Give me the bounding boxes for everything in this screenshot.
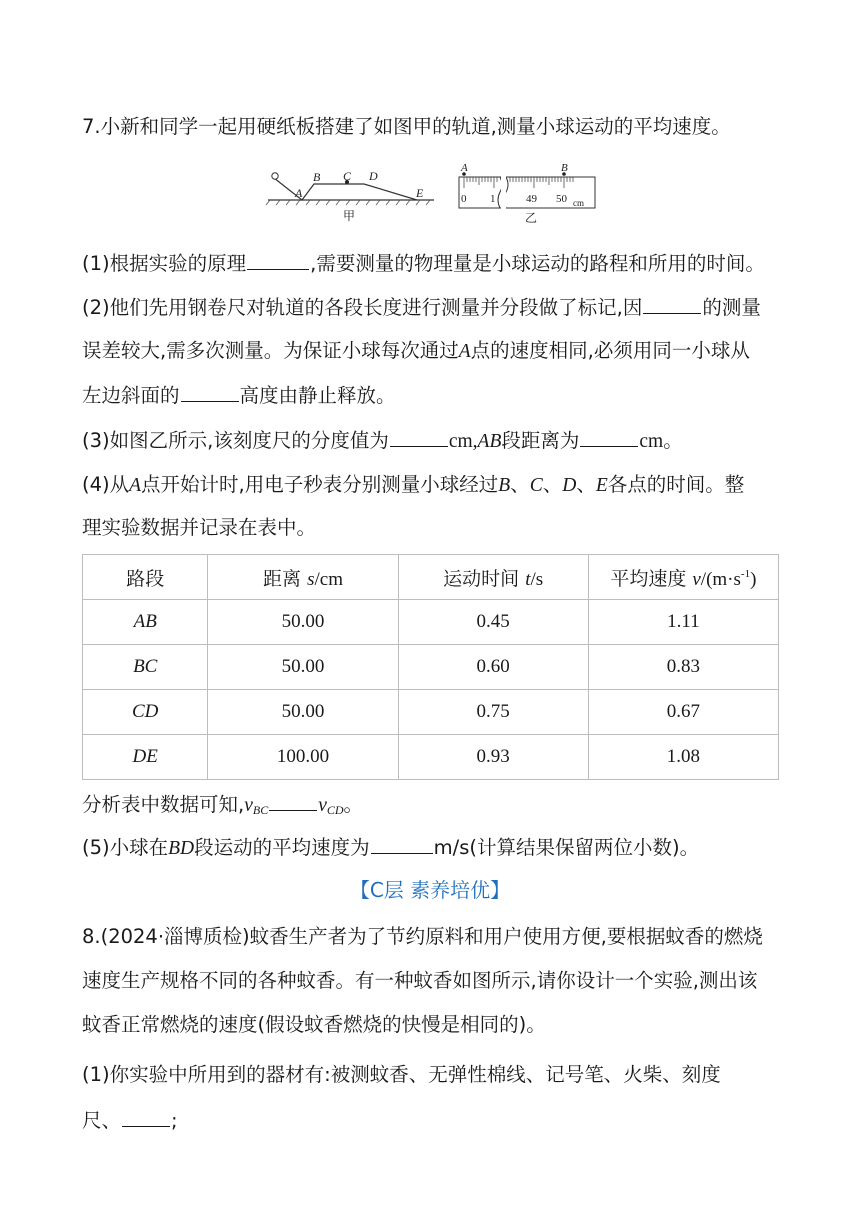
table-row (83, 600, 779, 645)
ruler-label-b: B (561, 162, 568, 174)
table-row (83, 735, 779, 780)
header-distance-unit: /cm (314, 568, 343, 590)
answer-blank[interactable] (122, 1106, 170, 1127)
var-a: A (129, 475, 142, 496)
q7-part4-b: 理实验数据并记录在表中。 (82, 516, 317, 539)
cell-time: 0.75 (398, 690, 588, 735)
q7-analysis-post: 。 (343, 793, 364, 816)
cell-speed: 0.83 (588, 645, 778, 690)
q8-part1-line2 (82, 1106, 782, 1135)
q7-part5 (82, 833, 782, 863)
data-table (82, 554, 779, 780)
subscript-cd: CD (326, 803, 344, 817)
q8-stem-text-3: 蚊香正常燃烧的速度(假设蚊香燃烧的快慢是相同的)。 (82, 1013, 546, 1036)
q7-part1 (82, 249, 782, 278)
q7-stem (82, 113, 782, 141)
track-diagram (266, 169, 434, 223)
header-distance-var: s (307, 568, 315, 590)
ruler-num-1: 1 (490, 193, 496, 205)
header-time-label: 运动时间 (443, 567, 526, 590)
ruler-diagram (459, 162, 595, 225)
var-e: E (595, 475, 608, 496)
q7-part2-line3 (82, 381, 782, 410)
q7-part5-post: m/s(计算结果保留两位小数)。 (433, 836, 700, 859)
header-distance (208, 555, 398, 600)
header-distance-label: 距离 (263, 567, 308, 590)
q7-part2-line1 (82, 293, 782, 322)
q8-part1-line1 (82, 1061, 782, 1089)
subscript-bc: BC (252, 803, 269, 817)
header-time-var: t (525, 568, 531, 590)
cell-distance: 100.00 (208, 735, 398, 780)
q7-part3-pre: (3)如图乙所示,该刻度尺的分度值为 (82, 429, 389, 452)
header-time-unit: /s (530, 568, 544, 590)
q7-part3-mid2: 段距离为 (501, 429, 580, 452)
caption-jia: 甲 (343, 209, 356, 223)
q8-part1-pre: 尺、 (82, 1109, 122, 1132)
table-row (83, 690, 779, 735)
q8-stem-text-1: 8.(2024·淄博质检)蚊香生产者为了节约原料和用户使用方便,要根据蚊香的燃烧 (82, 925, 763, 948)
q8-stem-line3 (82, 1011, 782, 1039)
cell-speed: 1.11 (588, 600, 778, 645)
header-speed-sup: -1 (740, 567, 751, 580)
q7-part2-b-post: 点的速度相同,必须用同一小球从 (470, 339, 750, 362)
answer-blank[interactable] (247, 249, 309, 270)
ruler-num-0: 0 (461, 193, 467, 205)
q7-part3-mid1: cm, (448, 431, 478, 452)
track-label-c: C (343, 169, 352, 183)
q7-part2-b-pre: 误差较大,需多次测量。为保证小球每次通过 (82, 339, 459, 362)
q8-part1-post: ; (171, 1109, 178, 1132)
var-v: v (244, 795, 253, 816)
header-speed-label: 平均速度 (610, 567, 693, 590)
track-label-b: B (313, 170, 321, 184)
answer-blank[interactable] (371, 833, 433, 854)
q7-part5-mid: 段运动的平均速度为 (194, 836, 370, 859)
section-title: 【C层 素养培优】 (349, 878, 511, 902)
q7-part2-line2 (82, 337, 782, 366)
header-speed-var: v (692, 568, 701, 590)
separator: 、 (542, 473, 563, 496)
cell-distance: 50.00 (208, 600, 398, 645)
q7-part2-a-pre: (2)他们先用钢卷尺对轨道的各段长度进行测量并分段做了标记,因 (82, 296, 643, 319)
q7-part4-a-pre: (4)从 (82, 473, 130, 496)
q7-part4-line1 (82, 471, 782, 500)
header-speed-close: ) (750, 568, 757, 590)
q8-stem-line1 (82, 923, 782, 951)
answer-blank[interactable] (643, 293, 701, 314)
var-b: B (498, 475, 511, 496)
var-d: D (562, 475, 577, 496)
cell-speed: 0.67 (588, 690, 778, 735)
q7-part3 (82, 426, 782, 456)
table-header-row (83, 555, 779, 600)
var-a: A (458, 341, 471, 362)
q7-part4-a-mid: 点开始计时,用电子秒表分别测量小球经过 (141, 473, 499, 496)
cell-segment: BC (83, 645, 208, 690)
q7-figure (262, 160, 602, 226)
header-time (398, 555, 588, 600)
answer-blank[interactable] (390, 426, 448, 447)
cell-time: 0.93 (398, 735, 588, 780)
separator: 、 (576, 473, 596, 496)
var-v: v (318, 795, 327, 816)
cell-distance: 50.00 (208, 690, 398, 735)
answer-blank[interactable] (269, 790, 317, 811)
cell-time: 0.45 (398, 600, 588, 645)
header-speed-unit: /(m·s (700, 568, 741, 590)
ruler-label-a: A (461, 162, 468, 174)
q7-analysis (82, 790, 782, 824)
track-label-e: E (416, 186, 424, 200)
ruler-num-49: 49 (526, 193, 537, 205)
var-ab: AB (477, 431, 502, 452)
q7-part1-pre: (1)根据实验的原理 (82, 252, 247, 275)
separator: 、 (510, 473, 530, 496)
var-c: C (529, 475, 543, 496)
q8-stem-text-2: 速度生产规格不同的各种蚊香。有一种蚊香如图所示,请你设计一个实验,测出该 (82, 969, 758, 992)
q7-part1-post: ,需要测量的物理量是小球运动的路程和所用的时间。 (310, 252, 765, 275)
q7-stem-text: 7.小新和同学一起用硬纸板搭建了如图甲的轨道,测量小球运动的平均速度。 (82, 115, 731, 138)
q7-part5-pre: (5)小球在 (82, 836, 169, 859)
cell-speed: 1.08 (588, 735, 778, 780)
cell-segment: CD (83, 690, 208, 735)
q8-part1-text: (1)你实验中所用到的器材有:被测蚊香、无弹性棉线、记号笔、火柴、刻度 (82, 1063, 721, 1086)
q7-part4-a-post: 各点的时间。整 (607, 473, 745, 496)
q7-part2-a-post: 的测量 (702, 296, 761, 319)
header-segment: 路段 (83, 555, 208, 600)
ruler-num-50: 50 (556, 193, 567, 205)
cell-segment: AB (83, 600, 208, 645)
ruler-unit: cm (573, 198, 584, 208)
q8-stem-line2 (82, 967, 782, 995)
cell-segment: DE (83, 735, 208, 780)
cell-time: 0.60 (398, 645, 588, 690)
table-row (83, 645, 779, 690)
cell-distance: 50.00 (208, 645, 398, 690)
track-label-d: D (369, 169, 378, 183)
q7-analysis-pre: 分析表中数据可知, (82, 793, 245, 816)
answer-blank[interactable] (580, 426, 638, 447)
q7-part2-c-pre: 左边斜面的 (82, 384, 180, 407)
answer-blank[interactable] (181, 381, 239, 402)
q7-part3-post: cm。 (639, 431, 683, 452)
caption-yi: 乙 (525, 211, 538, 225)
q7-part4-line2 (82, 514, 782, 542)
var-bd: BD (168, 838, 195, 859)
track-label-a: A (295, 186, 303, 200)
q7-part2-c-post: 高度由静止释放。 (239, 384, 396, 407)
header-speed (588, 555, 778, 600)
